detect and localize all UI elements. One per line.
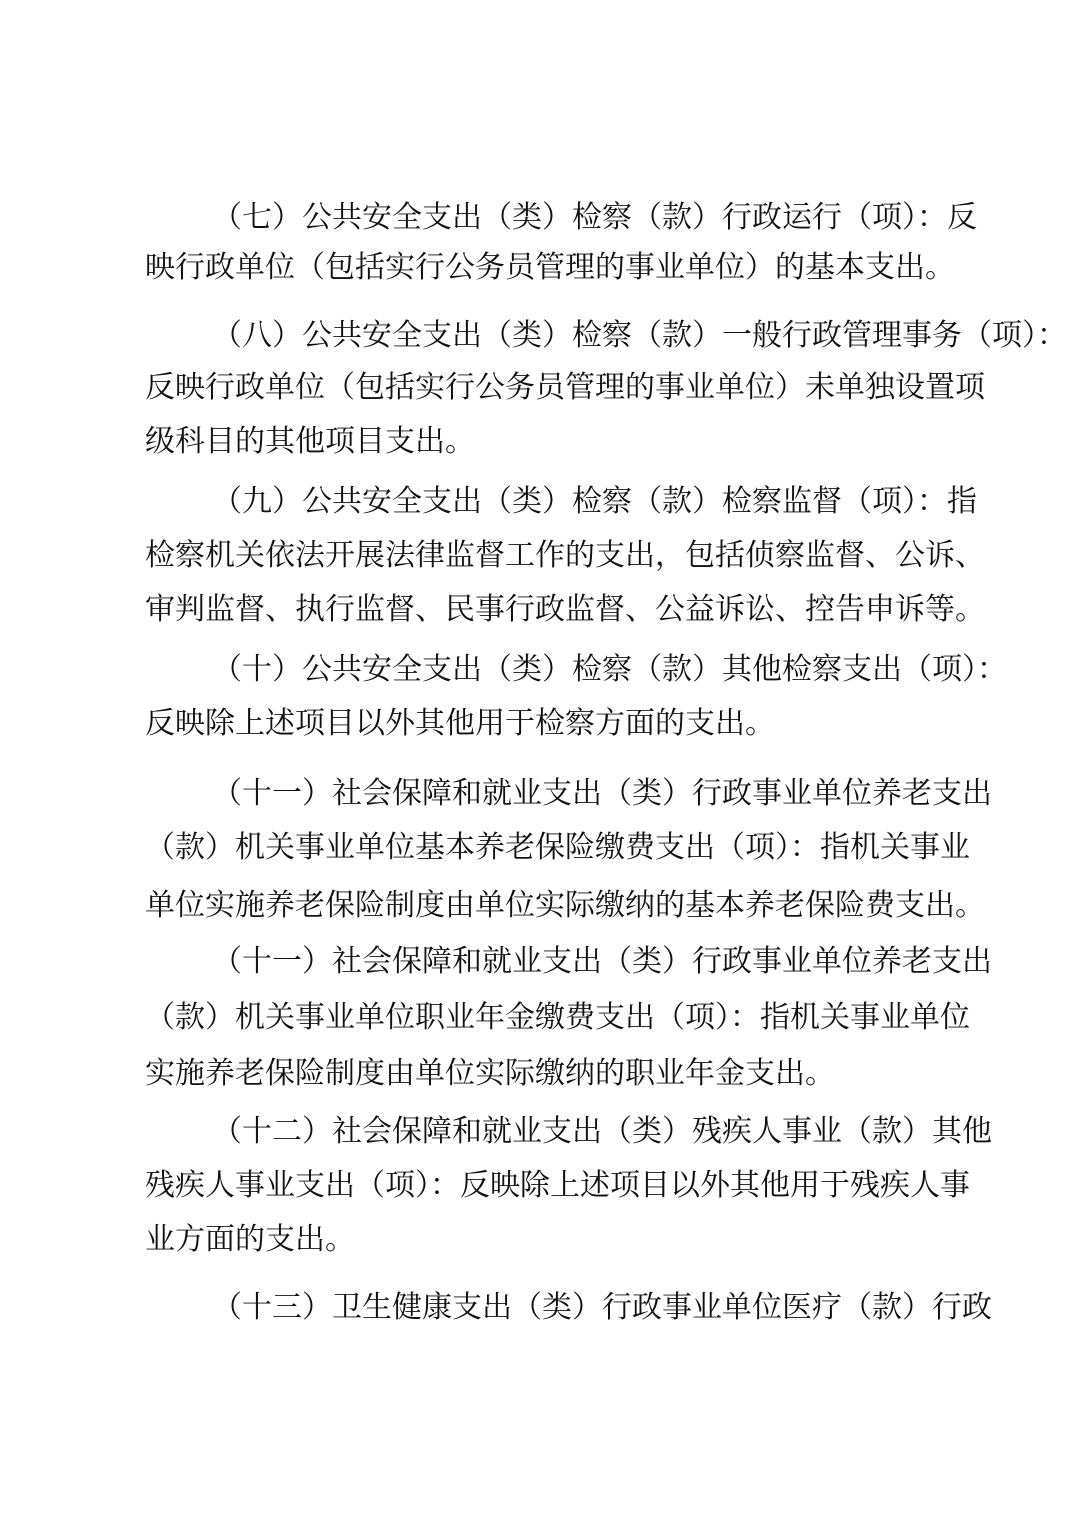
text-line: （款）机关事业单位职业年金缴费支出（项）：指机关事业单位 — [145, 1000, 970, 1035]
text-line: 业方面的支出。 — [145, 1222, 355, 1257]
text-line: 检察机关依法开展法律监督工作的支出，包括侦察监督、公诉、 — [145, 538, 985, 573]
text-line: 映行政单位（包括实行公务员管理的事业单位）的基本支出。 — [145, 250, 955, 285]
text-line: 残疾人事业支出（项）：反映除上述项目以外其他用于残疾人事 — [145, 1168, 970, 1203]
text-line: （款）机关事业单位基本养老保险缴费支出（项）：指机关事业 — [145, 830, 970, 865]
text-line: （十三）卫生健康支出（类）行政事业单位医疗（款）行政 — [212, 1290, 992, 1325]
text-line: （十二）社会保障和就业支出（类）残疾人事业（款）其他 — [212, 1114, 992, 1149]
text-line: 实施养老保险制度由单位实际缴纳的职业年金支出。 — [145, 1056, 835, 1091]
text-line: 级科目的其他项目支出。 — [145, 424, 475, 459]
text-line: （七）公共安全支出（类）检察（款）行政运行（项）：反 — [212, 200, 977, 235]
text-line: 审判监督、执行监督、民事行政监督、公益诉讼、控告申诉等。 — [145, 592, 985, 627]
text-line: 单位实施养老保险制度由单位实际缴纳的基本养老保险费支出。 — [145, 888, 985, 923]
text-line: 反映行政单位（包括实行公务员管理的事业单位）未单独设置项 — [145, 370, 985, 405]
text-line: （八）公共安全支出（类）检察（款）一般行政管理事务（项）： — [212, 318, 1067, 353]
text-line: （十）公共安全支出（类）检察（款）其他检察支出（项）： — [212, 652, 1007, 687]
text-line: （九）公共安全支出（类）检察（款）检察监督（项）：指 — [212, 484, 977, 519]
text-line: （十一）社会保障和就业支出（类）行政事业单位养老支出 — [212, 776, 992, 811]
text-line: （十一）社会保障和就业支出（类）行政事业单位养老支出 — [212, 944, 992, 979]
text-line: 反映除上述项目以外其他用于检察方面的支出。 — [145, 706, 775, 741]
